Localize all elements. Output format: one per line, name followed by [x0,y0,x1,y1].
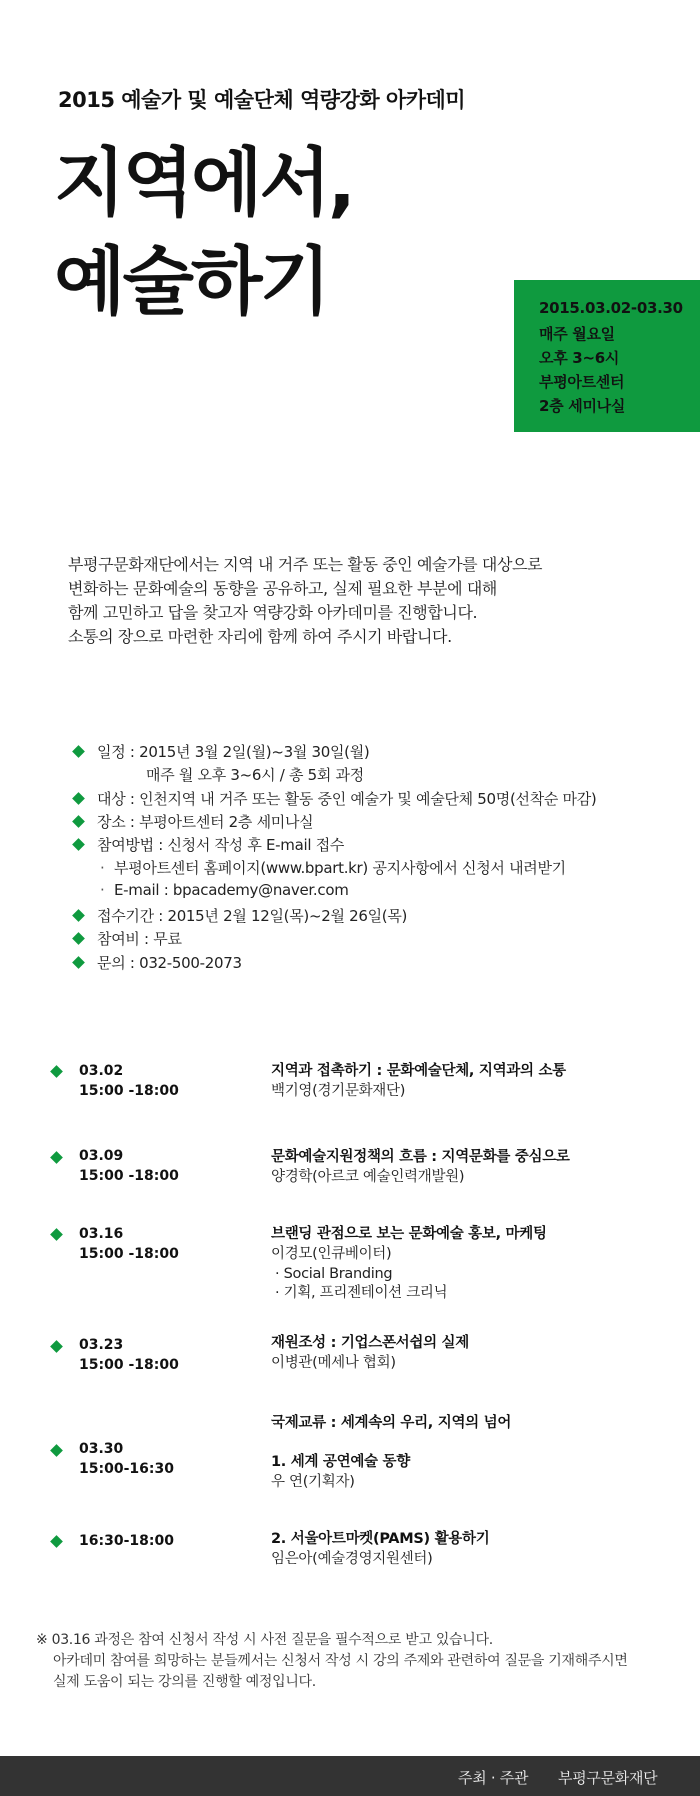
session-time: 16:30-18:00 [79,1533,174,1549]
diamond-bullet-icon [50,1340,63,1353]
session-title: 2. 서울아트마켓(PAMS) 활용하기 [271,1531,490,1547]
note-line: 아카데미 참여를 희망하는 분들께서는 신청서 작성 시 강의 주제와 관련하여 질문을 기재해주시면 [53,1653,628,1669]
diamond-bullet-icon [50,1151,63,1164]
info-date-range: 2015.03.02-03.30 [539,299,683,317]
session-title: 1. 세계 공연예술 동향 [271,1454,410,1470]
detail-method-download: · 부평아트센터 홈페이지(www.bpart.kr) 공지사항에서 신청서 내려받기 [100,859,566,877]
diamond-bullet-icon [72,838,85,851]
diamond-bullet-icon [72,909,85,922]
info-time: 오후 3~6시 [539,349,620,367]
academy-subtitle: 2015 예술가 및 예술단체 역량강화 아카데미 [58,88,466,112]
main-title-line1: 지역에서, [54,140,354,226]
info-room: 2층 세미나실 [539,397,626,415]
date-info-box [514,280,700,432]
session-item: · 기획, 프리젠테이션 크리닉 [275,1285,448,1301]
detail-period: 접수기간 : 2015년 2월 12일(목)~2월 26일(목) [74,905,407,926]
detail-venue: 장소 : 부평아트센터 2층 세미나실 [74,811,313,832]
diamond-bullet-icon [50,1065,63,1078]
session-date: 03.23 [79,1337,124,1353]
session-time: 15:00 -18:00 [79,1246,179,1262]
session-item: · Social Branding [275,1266,393,1282]
session-speaker: 임은아(예술경영지원센터) [271,1551,433,1567]
info-weekday: 매주 월요일 [539,325,615,343]
footer-organization: 부평구문화재단 [558,1769,658,1787]
note-line: 실제 도움이 되는 강의를 진행할 예정입니다. [53,1674,316,1690]
session-date: 03.02 [79,1063,124,1079]
session-speaker: 이병관(메세나 협회) [271,1355,396,1371]
session-title: 재원조성 : 기업스폰서쉽의 실제 [271,1335,469,1351]
intro-line: 소통의 장으로 마련한 자리에 함께 하여 주시기 바랍니다. [68,627,452,646]
session-time: 15:00 -18:00 [79,1357,179,1373]
session-time: 15:00 -18:00 [79,1168,179,1184]
session-time: 15:00 -18:00 [79,1083,179,1099]
diamond-bullet-icon [72,815,85,828]
notice-notes [36,1630,628,1693]
detail-fee: 참여비 : 무료 [74,928,182,949]
footer-host-label: 주최 · 주관 [458,1769,529,1787]
detail-schedule-sub: 매주 월 오후 3~6시 / 총 5회 과정 [146,766,364,784]
session-title: 지역과 접촉하기 : 문화예술단체, 지역과의 소통 [271,1063,566,1079]
diamond-bullet-icon [72,745,85,758]
intro-line: 변화하는 문화예술의 동향을 공유하고, 실제 필요한 부분에 대해 [68,579,497,598]
intro-line: 함께 고민하고 답을 찾고자 역량강화 아카데미를 진행합니다. [68,603,478,622]
diamond-bullet-icon [72,932,85,945]
intro-paragraph [68,553,542,649]
detail-target: 대상 : 인천지역 내 거주 또는 활동 중인 예술가 및 예술단체 50명(선착순 마감) [74,788,596,809]
detail-method-email: · E-mail : bpacademy@naver.com [100,881,349,899]
info-venue: 부평아트센터 [539,373,625,391]
session-group-header: 국제교류 : 세계속의 우리, 지역의 넘어 [271,1415,512,1431]
session-speaker: 양경학(아르코 예술인력개발원) [271,1169,465,1185]
session-speaker: 이경모(인큐베이터) [271,1246,392,1262]
session-time: 15:00-16:30 [79,1461,174,1477]
detail-contact: 문의 : 032-500-2073 [74,952,242,973]
detail-schedule: 일정 : 2015년 3월 2일(월)~3월 30일(월) [74,741,369,762]
main-title-line2: 예술하기 [54,239,328,325]
session-date: 03.16 [79,1226,124,1242]
session-date: 03.30 [79,1441,124,1457]
session-title: 문화예술지원정책의 흐름 : 지역문화를 중심으로 [271,1149,570,1165]
session-speaker: 백기영(경기문화재단) [271,1083,406,1099]
session-title: 브랜딩 관점으로 보는 문화예술 홍보, 마케팅 [271,1226,547,1242]
diamond-bullet-icon [72,792,85,805]
intro-line: 부평구문화재단에서는 지역 내 거주 또는 활동 중인 예술가를 대상으로 [68,555,543,574]
diamond-bullet-icon [72,956,85,969]
session-date: 03.09 [79,1148,124,1164]
diamond-bullet-icon [50,1535,63,1548]
note-line: ※ 03.16 과정은 참여 신청서 작성 시 사전 질문을 필수적으로 받고 있습니다. [36,1632,493,1648]
diamond-bullet-icon [50,1228,63,1241]
detail-method: 참여방법 : 신청서 작성 후 E-mail 접수 [74,834,344,855]
session-speaker: 우 연(기획자) [271,1474,355,1490]
diamond-bullet-icon [50,1444,63,1457]
footer-bar [0,1756,700,1796]
